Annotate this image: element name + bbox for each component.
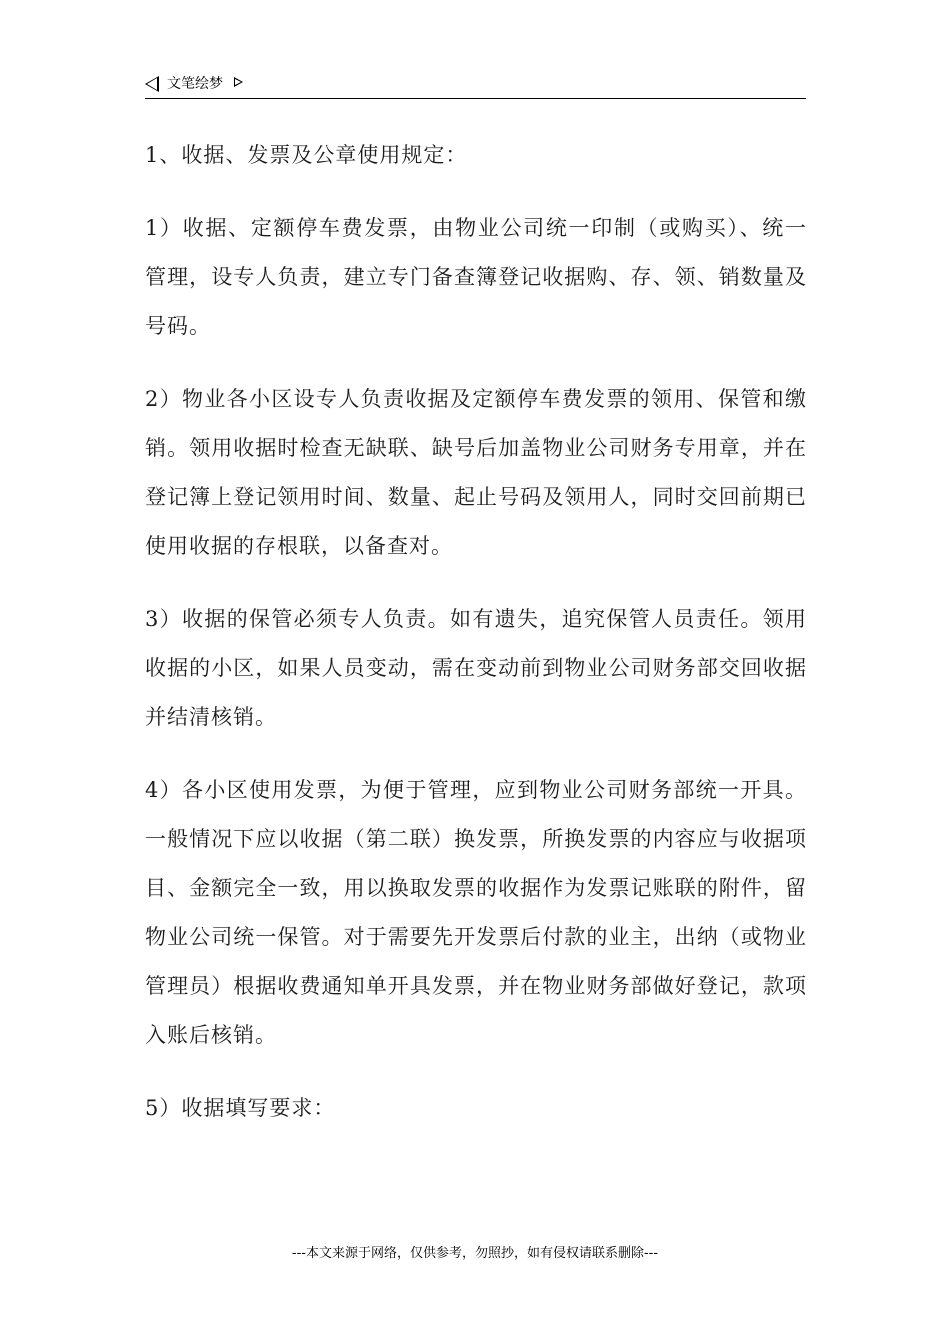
paragraph-2: 2）物业各小区设专人负责收据及定额停车费发票的领用、保管和缴销。领用收据时检查无缺联、缺号后加盖物业公司财务专用章，并在登记簿上登记领用时间、数量、起止号码及领用人，同时交回前期已使用收据的存根联，以备查对。 xyxy=(145,387,807,558)
section-heading: 1、收据、发票及公章使用规定： xyxy=(145,143,468,167)
page-header xyxy=(145,72,806,99)
paragraph-4: 4）各小区使用发票，为便于管理，应到物业公司财务部统一开具。一般情况下应以收据（第二联）换发票，所换发票的内容应与收据项目、金额完全一致，用以换取发票的收据作为发票记账联的附件，留物业公司统一保管。对于需要先开发票后付款的业主，出纳（或物业管理员）根据收费通知单开具发票，并在物业财务部做好登记，款项入账后核销。 xyxy=(145,778,807,1047)
paragraph-5: 5）收据填写要求： xyxy=(145,1096,336,1120)
paragraph-1: 1）收据、定额停车费发票，由物业公司统一印制（或购买）、统一管理，设专人负责，建立专门备查簿登记收据购、存、领、销数量及号码。 xyxy=(145,216,807,338)
triangle-right-icon xyxy=(234,77,243,87)
document-body xyxy=(145,131,807,1133)
triangle-left-icon xyxy=(145,76,159,92)
paragraph-3: 3）收据的保管必须专人负责。如有遗失，追究保管人员责任。领用收据的小区，如果人员变动，需在变动前到物业公司财务部交回收据并结清核销。 xyxy=(145,607,807,729)
footer-notice: ---本文来源于网络，仅供参考，勿照抄，如有侵权请联系删除--- xyxy=(291,1246,659,1261)
header-title: 文笔绘梦 xyxy=(167,76,223,92)
